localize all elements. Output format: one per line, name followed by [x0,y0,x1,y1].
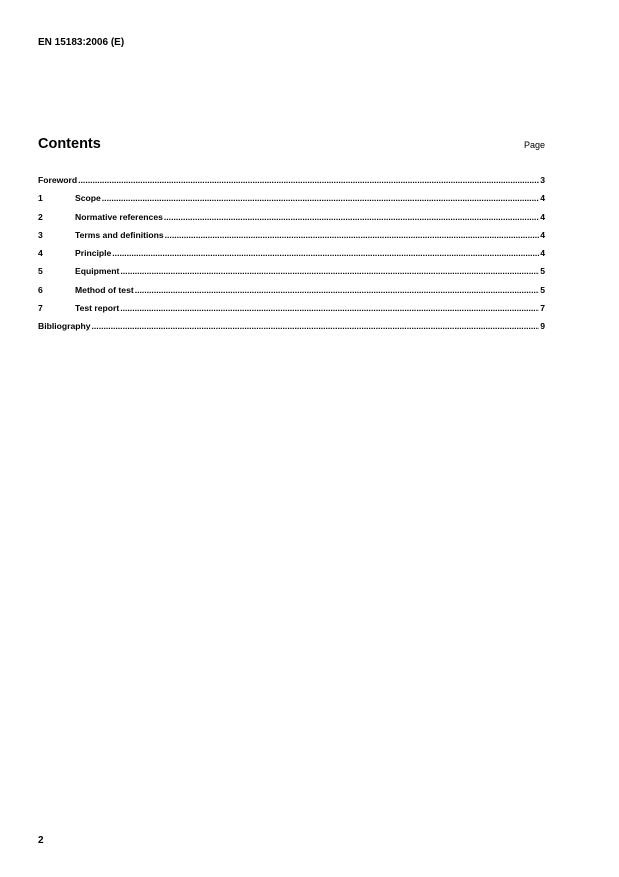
toc-entry-page: 5 [540,266,545,277]
toc-entry-title: Equipment [75,266,120,277]
toc-entry-title: Foreword [38,175,78,185]
document-id-header: EN 15183:2006 (E) [38,37,125,48]
toc-entry-title: Method of test [75,284,134,295]
toc-entry-number: 5 [38,266,43,277]
toc-dot-leader [92,321,540,331]
toc-entry-equipment[interactable] [38,266,545,284]
contents-title: Contents [38,136,101,152]
table-of-contents [38,175,545,340]
toc-dot-leader [112,248,539,258]
contents-heading-row [38,136,545,154]
toc-entry-number: 4 [38,248,43,259]
toc-entry-title: Normative references [75,211,163,222]
toc-entry-page: 4 [540,229,545,240]
toc-dot-leader [120,303,539,313]
toc-entry-number: 2 [38,211,43,222]
toc-entry-title: Test report [75,303,120,314]
toc-entry-title: Scope [75,193,101,204]
toc-entry-title: Principle [75,248,112,259]
toc-entry-method-of-test[interactable] [38,285,545,303]
toc-dot-leader [164,212,539,222]
toc-entry-number: 1 [38,193,43,204]
toc-entry-page: 4 [540,248,545,259]
toc-dot-leader [120,266,539,276]
toc-entry-page: 7 [540,303,545,314]
page-number: 2 [38,835,44,846]
toc-entry-page: 4 [540,193,545,204]
page-column-label: Page [523,140,545,150]
toc-entry-title: Terms and definitions [75,229,164,240]
toc-dot-leader [78,175,539,185]
toc-entry-terms-and-definitions[interactable] [38,230,545,248]
toc-entry-page: 4 [540,211,545,222]
toc-entry-test-report[interactable] [38,303,545,321]
toc-entry-page: 3 [540,175,545,185]
toc-entry-number: 3 [38,229,43,240]
toc-dot-leader [102,193,539,203]
toc-entry-page: 5 [540,284,545,295]
toc-dot-leader [135,285,540,295]
toc-entry-page: 9 [540,321,545,332]
toc-dot-leader [165,230,540,240]
toc-entry-normative-references[interactable] [38,212,545,230]
toc-entry-principle[interactable] [38,248,545,266]
toc-entry-number: 6 [38,284,43,295]
toc-entry-title: Bibliography [38,321,91,332]
toc-entry-bibliography[interactable] [38,321,545,339]
toc-entry-foreword[interactable] [38,175,545,193]
toc-entry-number: 7 [38,303,43,314]
toc-entry-scope[interactable] [38,193,545,211]
